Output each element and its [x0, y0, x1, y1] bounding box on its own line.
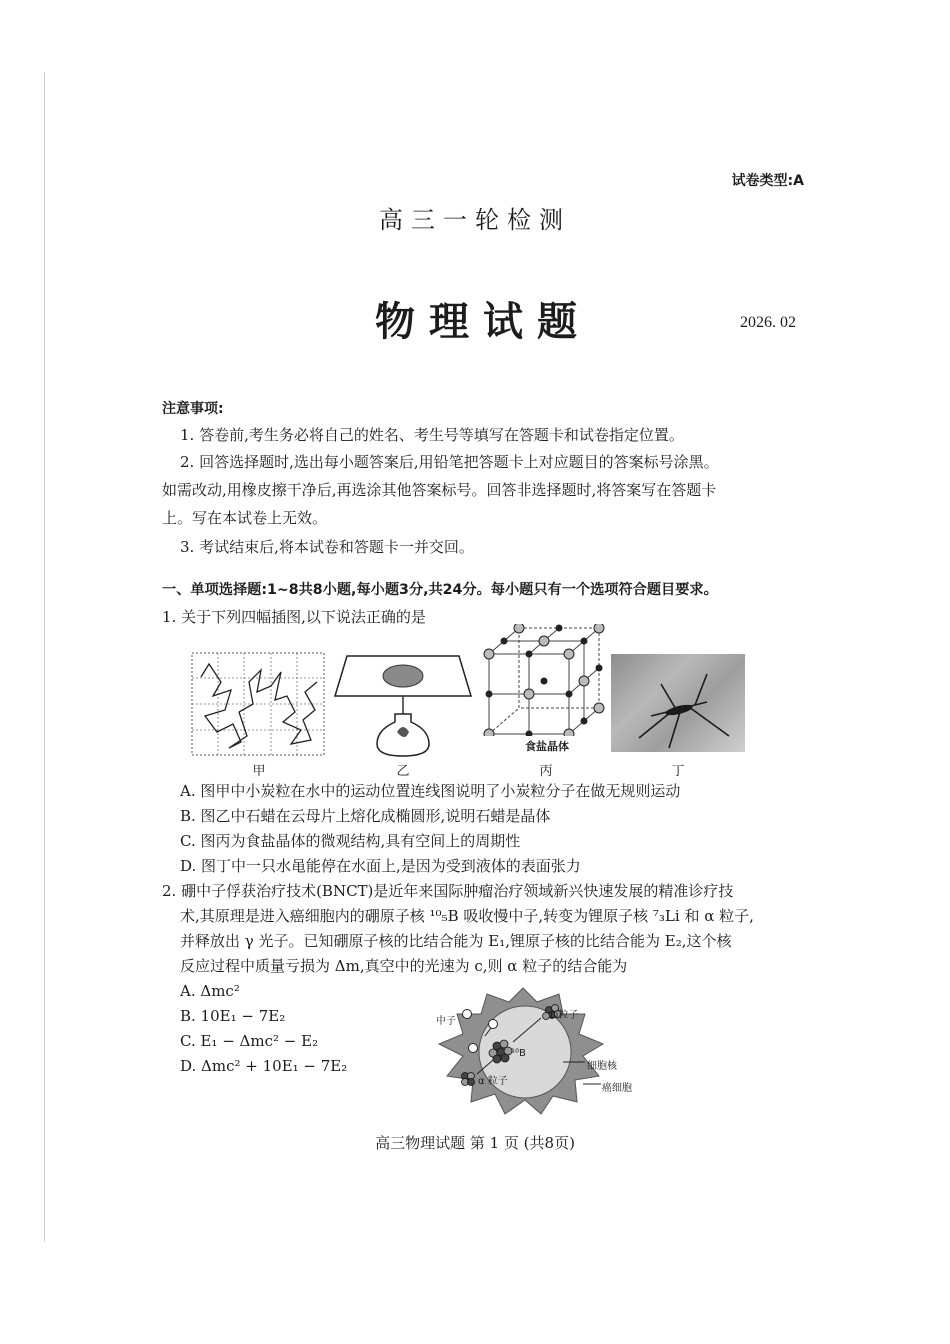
figure-label-ding: 丁	[671, 764, 685, 779]
question-1-option-a: A. 图甲中小炭粒在水中的运动位置连线图说明了小炭粒分子在做无规则运动	[180, 782, 681, 800]
question-1-stem: 1. 关于下列四幅插图,以下说法正确的是	[162, 608, 426, 626]
boron-nucleus-label: ¹⁰B	[511, 1048, 526, 1059]
page-footer: 高三物理试题 第 1 页 (共8页)	[375, 1134, 575, 1152]
alpha-particle-label: α 粒子	[478, 1076, 508, 1087]
cell-nucleus-label: 细胞核	[587, 1061, 617, 1072]
subject-title: 物理试题	[375, 298, 591, 345]
li-particle-label: Li粒子	[550, 1010, 579, 1021]
neutron-label: 中子	[436, 1016, 456, 1027]
figure-label-jia: 甲	[252, 764, 266, 779]
paper-type-label: 试卷类型:A	[731, 173, 804, 189]
question-2-option-c: C. E₁ − Δmc² − E₂	[180, 1032, 319, 1050]
note-line: 上。写在本试卷上无效。	[162, 509, 328, 527]
exam-title: 高三一轮检测	[379, 206, 571, 234]
binding-margin-line	[44, 72, 45, 1242]
exam-date: 2026. 02	[740, 314, 796, 331]
question-2-stem-line: 并释放出 γ 光子。已知硼原子核的比结合能为 E₁,锂原子核的比结合能为 E₂,这个核	[180, 932, 732, 950]
question-2-option-a: A. Δmc²	[180, 982, 240, 1000]
question-2-option-b: B. 10E₁ − 7E₂	[180, 1007, 286, 1025]
note-line: 3. 考试结束后,将本试卷和答题卡一并交回。	[180, 538, 474, 556]
salt-crystal-label: 食盐晶体	[525, 740, 569, 753]
water-strider-photo	[611, 654, 745, 752]
figure-label-yi: 乙	[396, 764, 410, 779]
question-2-stem-line: 反应过程中质量亏损为 Δm,真空中的光速为 c,则 α 粒子的结合能为	[180, 957, 628, 975]
note-line: 2. 回答选择题时,选出每小题答案后,用铅笔把答题卡上对应题目的答案标号涂黑。	[180, 453, 719, 471]
question-2-option-d: D. Δmc² + 10E₁ − 7E₂	[180, 1057, 348, 1075]
section-heading: 一、单项选择题:1~8共8小题,每小题3分,共24分。每小题只有一个选项符合题目要求。	[162, 582, 718, 598]
figure-label-bing: 丙	[539, 764, 553, 779]
salt-crystal-lattice-figure	[481, 624, 607, 736]
question-1-option-d: D. 图丁中一只水黾能停在水面上,是因为受到液体的表面张力	[180, 857, 581, 875]
brownian-motion-figure	[191, 652, 325, 756]
question-2-stem-line: 2. 硼中子俘获治疗技术(BNCT)是近年来国际肿瘤治疗领域新兴快速发展的精准诊疗技	[162, 882, 734, 900]
note-line: 1. 答卷前,考生务必将自己的姓名、考生号等填写在答题卡和试卷指定位置。	[180, 426, 684, 444]
cancer-cell-label: 癌细胞	[602, 1083, 632, 1094]
wax-on-mica-figure	[333, 652, 473, 758]
note-line: 如需改动,用橡皮擦干净后,再选涂其他答案标号。回答非选择题时,将答案写在答题卡	[162, 481, 717, 499]
question-2-stem-line: 术,其原理是进入癌细胞内的硼原子核 ¹⁰₅B 吸收慢中子,转变为锂原子核 ⁷₃Li 和 α 粒子,	[180, 907, 754, 925]
notes-heading: 注意事项:	[162, 401, 224, 417]
question-1-option-c: C. 图丙为食盐晶体的微观结构,具有空间上的周期性	[180, 832, 521, 850]
question-1-option-b: B. 图乙中石蜡在云母片上熔化成椭圆形,说明石蜡是晶体	[180, 807, 551, 825]
